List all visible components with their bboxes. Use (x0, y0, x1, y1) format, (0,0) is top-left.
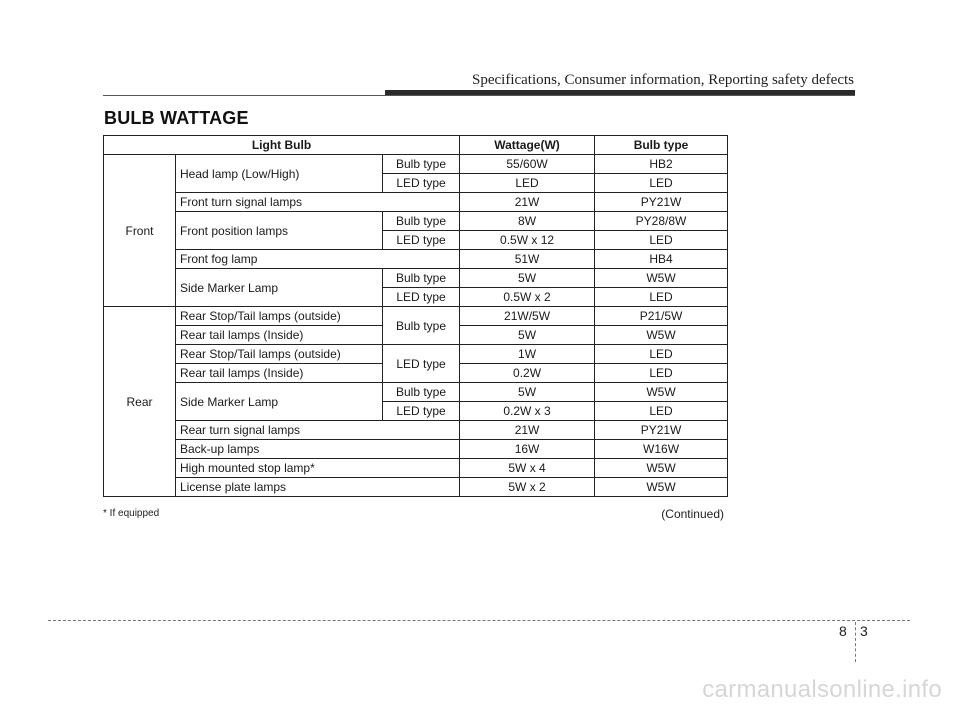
row-wattage: 0.5W x 2 (460, 288, 595, 307)
row-wattage: 55/60W (460, 155, 595, 174)
table-row (104, 155, 728, 174)
row-name: Side Marker Lamp (176, 269, 383, 307)
row-type: LED (595, 402, 728, 421)
row-sub: Bulb type (383, 383, 460, 402)
header-wattage: Wattage(W) (460, 136, 595, 155)
table-row (104, 307, 728, 326)
table-row (104, 269, 728, 288)
row-sub: LED type (383, 231, 460, 250)
table-row (104, 478, 728, 497)
row-wattage: 16W (460, 440, 595, 459)
row-wattage: 0.5W x 12 (460, 231, 595, 250)
continued-label: (Continued) (661, 507, 724, 521)
row-type: PY28/8W (595, 212, 728, 231)
row-type: W5W (595, 478, 728, 497)
page-number: 3 (860, 623, 868, 639)
row-sub: Bulb type (383, 155, 460, 174)
row-sub: LED type (383, 288, 460, 307)
row-name: Back-up lamps (176, 440, 460, 459)
row-wattage: 21W (460, 421, 595, 440)
table-row (104, 421, 728, 440)
table-row (104, 440, 728, 459)
row-wattage: 5W (460, 326, 595, 345)
page-number-divider (855, 622, 856, 662)
row-type: LED (595, 364, 728, 383)
row-type: W5W (595, 459, 728, 478)
row-name: Side Marker Lamp (176, 383, 383, 421)
row-type: P21/5W (595, 307, 728, 326)
row-wattage: 5W (460, 383, 595, 402)
footnote: * If equipped (103, 508, 160, 519)
row-type: HB2 (595, 155, 728, 174)
row-sub: Bulb type (383, 269, 460, 288)
bulb-wattage-table (103, 135, 728, 497)
row-type: LED (595, 231, 728, 250)
group-rear: Rear (104, 307, 176, 497)
header-rule (103, 95, 855, 96)
row-type: W16W (595, 440, 728, 459)
row-name: Head lamp (Low/High) (176, 155, 383, 193)
table-header-row (104, 136, 728, 155)
table-row (104, 383, 728, 402)
row-wattage: 0.2W x 3 (460, 402, 595, 421)
row-type: LED (595, 288, 728, 307)
row-wattage: 21W/5W (460, 307, 595, 326)
row-wattage: 8W (460, 212, 595, 231)
row-name: Front fog lamp (176, 250, 460, 269)
row-sub: LED type (383, 174, 460, 193)
group-front: Front (104, 155, 176, 307)
table-row (104, 193, 728, 212)
row-type: LED (595, 174, 728, 193)
table-row (104, 212, 728, 231)
row-name: Rear Stop/Tail lamps (outside) (176, 345, 383, 364)
table-row (104, 345, 728, 364)
row-name: Rear tail lamps (Inside) (176, 364, 383, 383)
row-sub: Bulb type (383, 307, 460, 345)
row-type: PY21W (595, 193, 728, 212)
table-row (104, 459, 728, 478)
header-light-bulb: Light Bulb (104, 136, 460, 155)
row-name: Front position lamps (176, 212, 383, 250)
row-wattage: 21W (460, 193, 595, 212)
row-wattage: 0.2W (460, 364, 595, 383)
row-wattage: 1W (460, 345, 595, 364)
row-type: W5W (595, 269, 728, 288)
row-type: LED (595, 345, 728, 364)
row-wattage: 51W (460, 250, 595, 269)
row-type: W5W (595, 383, 728, 402)
row-type: HB4 (595, 250, 728, 269)
row-name: Rear tail lamps (Inside) (176, 326, 383, 345)
row-name: Rear turn signal lamps (176, 421, 460, 440)
row-sub: LED type (383, 345, 460, 383)
row-type: W5W (595, 326, 728, 345)
row-wattage: 5W x 4 (460, 459, 595, 478)
row-name: Rear Stop/Tail lamps (outside) (176, 307, 383, 326)
row-wattage: LED (460, 174, 595, 193)
running-header: Specifications, Consumer information, Reporting safety defects (472, 72, 854, 88)
row-name: High mounted stop lamp* (176, 459, 460, 478)
row-name: Front turn signal lamps (176, 193, 460, 212)
row-type: PY21W (595, 421, 728, 440)
row-wattage: 5W (460, 269, 595, 288)
section-title: BULB WATTAGE (104, 108, 249, 128)
row-sub: Bulb type (383, 212, 460, 231)
row-sub: LED type (383, 402, 460, 421)
table-row (104, 250, 728, 269)
row-name: License plate lamps (176, 478, 460, 497)
header-bulb-type: Bulb type (595, 136, 728, 155)
page-chapter: 8 (839, 623, 847, 639)
row-wattage: 5W x 2 (460, 478, 595, 497)
footer-divider (48, 620, 910, 621)
watermark: carmanualsonline.info (702, 676, 942, 703)
